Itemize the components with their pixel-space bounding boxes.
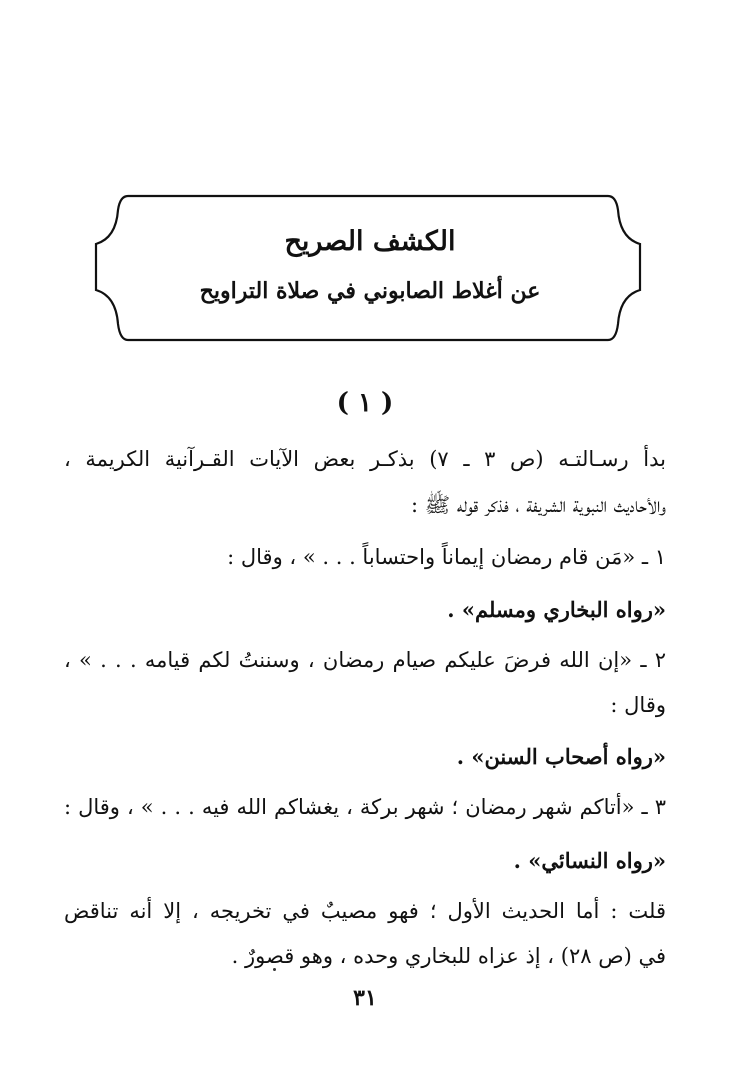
commentary-line-1: قلت : أما الحديث الأول ؛ فهو مصيبٌ في تخريجه ، إلا أنه تناقض [64,899,666,923]
hadith-3: ٣ ـ «أتاكم شهر رمضان ؛ شهر بركة ، يغشاكم الله فيه . . . » ، وقال : [64,795,666,819]
hadith-1: ١ ـ «مَن قام رمضان إيماناً واحتساباً . . . » ، وقال : [227,545,666,569]
page-number: ٣١ [353,985,377,1011]
frame-border-ornament [88,186,648,350]
commentary-line-2: في (ص ٢٨) ، إذ عزاه للبخاري وحده ، وهو قصورٌ . [231,944,666,968]
hadith-2-continuation: وقال : [610,693,666,717]
ink-dot [273,968,276,971]
paragraph-line-2: والأحاديث النبوية الشريفة ، فذكر قوله ﷺ : [411,493,666,517]
title-frame [88,186,648,350]
hadith-1-source: «رواه البخاري ومسلم» . [447,597,666,622]
book-subtitle: عن أغلاط الصابوني في صلاة التراويح [199,278,541,304]
hadith-2: ٢ ـ «إن الله فرضَ عليكم صيام رمضان ، وسننتُ لكم قيامه . . . » ، [64,648,666,672]
section-number: ( ١ ) [336,388,394,418]
paragraph-line-1: بدأ رسـالتـه (ص ٣ ـ ٧) بذكـر بعض الآيات القـرآنية الكريمة ، [64,447,666,471]
hadith-3-source: «رواه النسائي» . [513,848,666,873]
hadith-2-source: «رواه أصحاب السنن» . [456,744,666,769]
book-title: الكشف الصريح [284,226,456,257]
